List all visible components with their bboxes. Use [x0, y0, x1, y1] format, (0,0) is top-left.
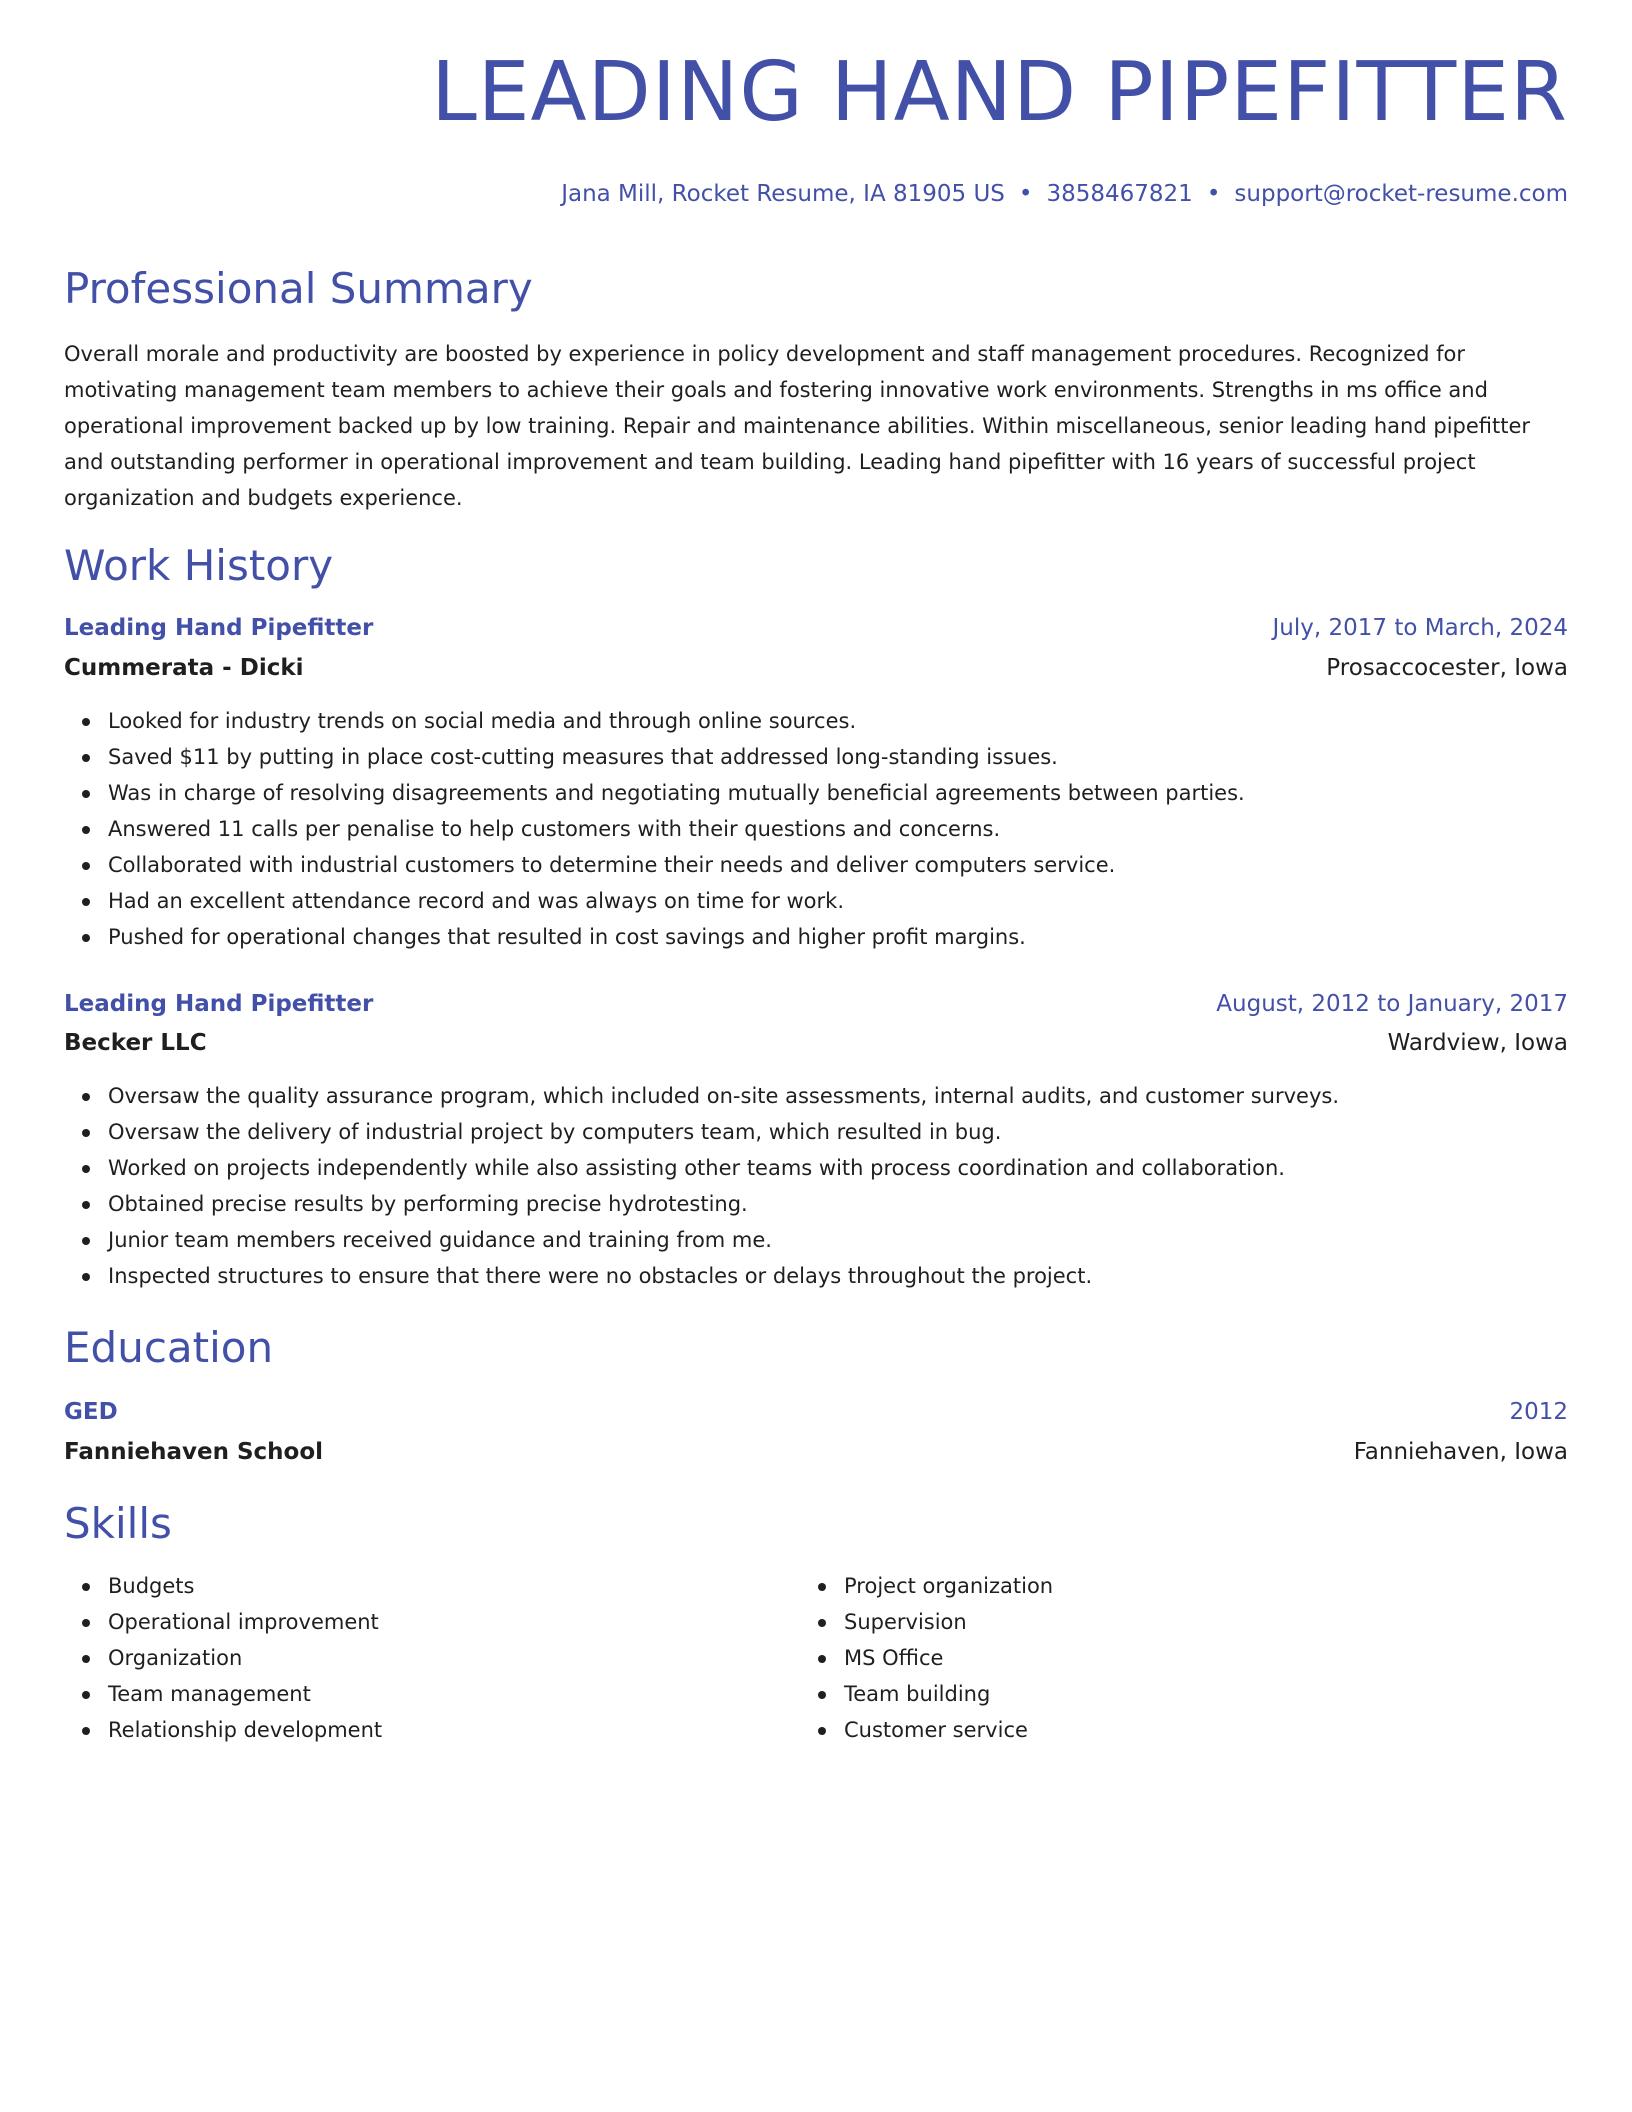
list-item: Junior team members received guidance and training from me. [108, 1222, 1568, 1258]
list-item: Looked for industry trends on social media and through online sources. [108, 703, 1568, 739]
job-location: Prosaccocester, Iowa [1326, 655, 1568, 681]
skill-item: Customer service [844, 1712, 1544, 1748]
job-dates: August, 2012 to January, 2017 [1216, 991, 1568, 1017]
list-item: Was in charge of resolving disagreements and negotiating mutually beneficial agreements between parties. [108, 775, 1568, 811]
job-bullets [64, 703, 1568, 955]
skills-list-right [800, 1568, 1544, 1748]
job-title: Leading Hand Pipefitter [64, 991, 374, 1017]
contact-separator: • [1018, 181, 1033, 207]
list-item: Inspected structures to ensure that there were no obstacles or delays throughout the project. [108, 1258, 1568, 1294]
skill-item: MS Office [844, 1640, 1544, 1676]
job-dates: July, 2017 to March, 2024 [1272, 615, 1568, 641]
list-item: Worked on projects independently while also assisting other teams with process coordination and collaboration. [108, 1150, 1568, 1186]
contact-separator: • [1206, 181, 1221, 207]
job-company-row [64, 1028, 1568, 1058]
contact-phone: 3858467821 [1046, 181, 1193, 207]
job-title: Leading Hand Pipefitter [64, 615, 374, 641]
job-company-row [64, 653, 1568, 683]
skill-item: Team building [844, 1676, 1544, 1712]
skill-item: Operational improvement [108, 1604, 808, 1640]
list-item: Oversaw the quality assurance program, which included on-site assessments, internal audits, and customer surveys. [108, 1078, 1568, 1114]
contact-address: Jana Mill, Rocket Resume, IA 81905 US [561, 181, 1005, 207]
list-item: Obtained precise results by performing precise hydrotesting. [108, 1186, 1568, 1222]
summary-text: Overall morale and productivity are boosted by experience in policy development and staff management procedures. Recognized for motivating management team members to achieve their goals and fostering innovative work environments. Strengths in ms office and operational improvement backed up by low training. Repair and maintenance abilities. Within miscellaneous, senior leading hand pipefitter and outstanding performer in operational improvement and team building. Leading hand pipefitter with 16 years of successful project organization and budgets experience. [64, 342, 1531, 510]
summary-heading: Professional Summary [64, 264, 533, 313]
list-item: Saved $11 by putting in place cost-cutting measures that addressed long-standing issues. [108, 739, 1568, 775]
skill-item: Project organization [844, 1568, 1544, 1604]
education-year: 2012 [1509, 1399, 1568, 1425]
job-header-row [64, 989, 1568, 1019]
job-company: Cummerata - Dicki [64, 655, 304, 681]
education-header-row [64, 1397, 1568, 1427]
resume-title: LEADING HAND PIPEFITTER [431, 45, 1568, 140]
job-bullets [64, 1078, 1568, 1294]
list-item: Had an excellent attendance record and was always on time for work. [108, 883, 1568, 919]
education-school: Fanniehaven School [64, 1439, 324, 1465]
job-location: Wardview, Iowa [1387, 1030, 1568, 1056]
work-history-heading: Work History [64, 541, 334, 590]
contact-line [561, 183, 1568, 206]
skill-item: Budgets [108, 1568, 808, 1604]
list-item: Pushed for operational changes that resulted in cost savings and higher profit margins. [108, 919, 1568, 955]
skill-item: Relationship development [108, 1712, 808, 1748]
skills-list-left [64, 1568, 808, 1748]
skill-item: Organization [108, 1640, 808, 1676]
job-header-row [64, 613, 1568, 643]
skill-item: Supervision [844, 1604, 1544, 1640]
list-item: Collaborated with industrial customers to determine their needs and deliver computers service. [108, 847, 1568, 883]
education-location: Fanniehaven, Iowa [1353, 1439, 1568, 1465]
education-degree: GED [64, 1399, 118, 1425]
skill-item: Team management [108, 1676, 808, 1712]
list-item: Answered 11 calls per penalise to help customers with their questions and concerns. [108, 811, 1568, 847]
contact-email: support@rocket-resume.com [1234, 181, 1568, 207]
skills-heading: Skills [64, 1499, 172, 1548]
education-school-row [64, 1437, 1568, 1467]
job-company: Becker LLC [64, 1030, 207, 1056]
list-item: Oversaw the delivery of industrial project by computers team, which resulted in bug. [108, 1114, 1568, 1150]
education-heading: Education [64, 1323, 274, 1372]
